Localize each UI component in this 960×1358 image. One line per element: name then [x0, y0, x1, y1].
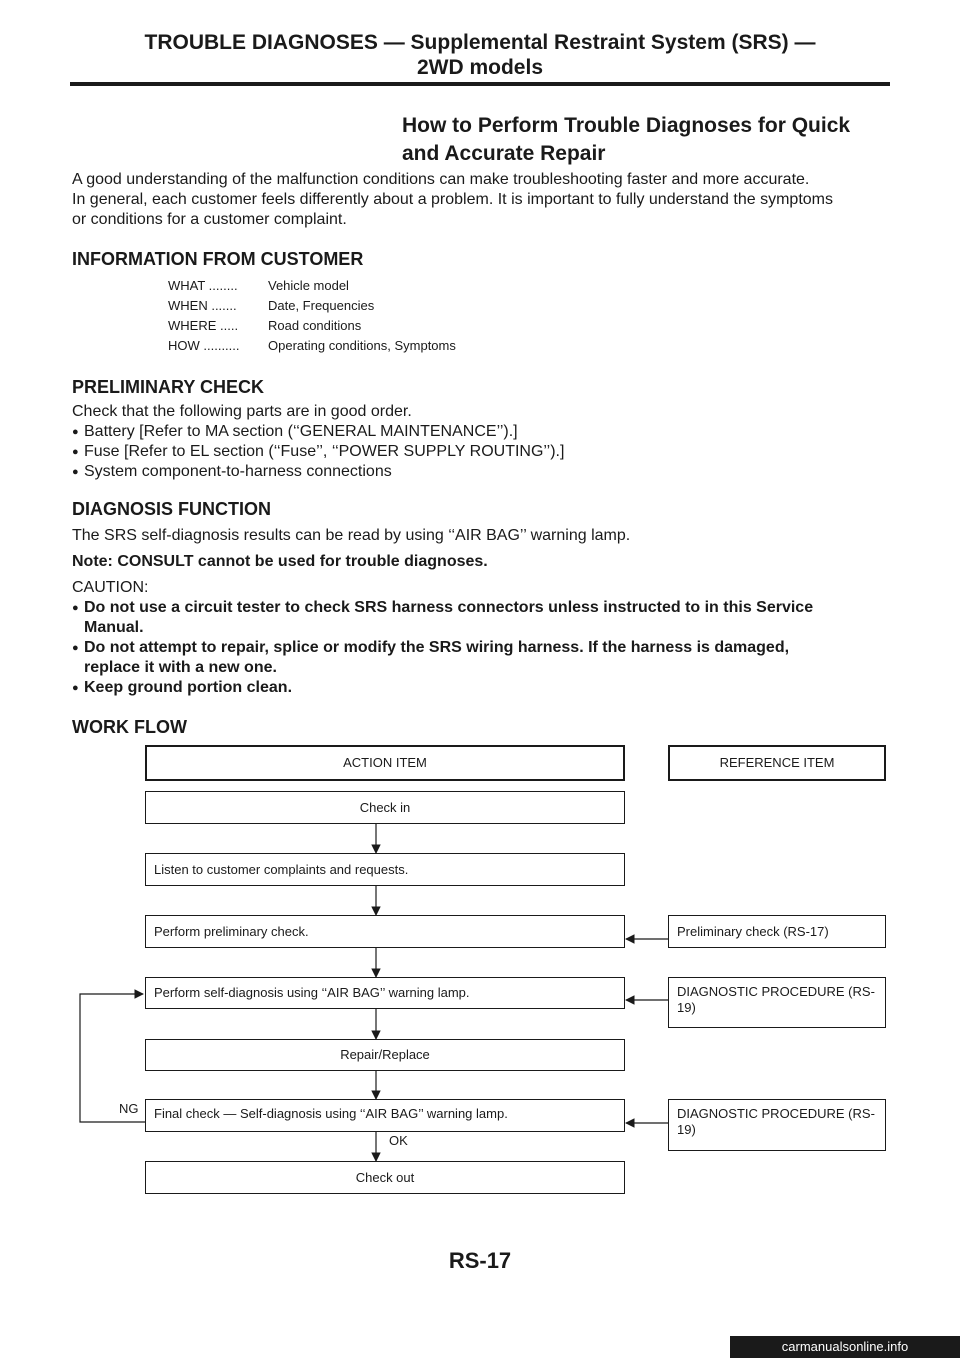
- intro-line: or conditions for a customer complaint.: [72, 211, 347, 228]
- info-key: WHAT ........: [168, 278, 238, 293]
- bullet-icon: ●: [72, 446, 79, 458]
- step-check-in: [145, 791, 625, 824]
- info-key: HOW ..........: [168, 338, 240, 353]
- caution-label: CAUTION:: [72, 579, 149, 596]
- step-label: Perform preliminary check.: [154, 924, 309, 939]
- info-key: WHERE .....: [168, 318, 239, 333]
- reference-preliminary-check: [668, 915, 886, 948]
- step-label: Listen to customer complaints and requests.: [154, 862, 409, 877]
- step-label: Perform self-diagnosis using ‘‘AIR BAG’’ warning lamp.: [154, 985, 470, 1000]
- info-customer-heading: INFORMATION FROM CUSTOMER: [72, 249, 364, 269]
- reference-label: DIAGNOSTIC PROCEDURE (RS-19): [677, 984, 875, 1015]
- bullet-icon: ●: [72, 642, 79, 654]
- info-key: WHEN .......: [168, 298, 237, 313]
- step-listen-to-customer: [145, 853, 625, 886]
- step-label: Check out: [355, 1170, 415, 1185]
- caution-line: Do not use a circuit tester to check SRS harness connectors unless instructed to in this Service: [84, 599, 814, 616]
- bullet-icon: ●: [72, 602, 79, 614]
- caution-text: Keep ground portion clean.: [84, 679, 293, 696]
- diagnosis-note: Note: CONSULT cannot be used for trouble diagnoses.: [72, 553, 488, 570]
- reference-diagnostic-procedure: [668, 977, 886, 1028]
- reference-item-header: [668, 745, 886, 781]
- info-value: Vehicle model: [268, 278, 349, 293]
- reference-item-header-label: REFERENCE ITEM: [719, 755, 835, 770]
- watermark: carmanualsonline.info: [730, 1336, 960, 1358]
- reference-diagnostic-procedure: [668, 1099, 886, 1151]
- step-label: Final check — Self-diagnosis using ‘‘AIR BAG’’ warning lamp.: [154, 1106, 508, 1121]
- caution-line: Do not attempt to repair, splice or modify the SRS wiring harness. If the harness is damaged,: [84, 639, 790, 656]
- intro-line: A good understanding of the malfunction conditions can make troubleshooting faster and more accurate.: [72, 171, 810, 188]
- ok-label: OK: [389, 1133, 408, 1148]
- info-value: Road conditions: [268, 318, 362, 333]
- caution-line: replace it with a new one.: [84, 659, 277, 676]
- intro-line: In general, each customer feels differently about a problem. It is important to fully understand the symptoms: [72, 191, 833, 208]
- step-preliminary-check: [145, 915, 625, 948]
- preliminary-heading: PRELIMINARY CHECK: [72, 377, 265, 397]
- section-title-line-1: How to Perform Trouble Diagnoses for Quick: [402, 114, 851, 137]
- step-self-diagnosis: [145, 977, 625, 1009]
- reference-label: DIAGNOSTIC PROCEDURE (RS-19): [677, 1106, 875, 1137]
- preliminary-intro: Check that the following parts are in good order.: [72, 403, 412, 420]
- action-item-header-label: ACTION ITEM: [343, 755, 427, 770]
- bullet-text: Fuse [Refer to EL section (‘‘Fuse’’, ‘‘POWER SUPPLY ROUTING’’).]: [84, 443, 565, 460]
- bullet-icon: ●: [72, 682, 79, 694]
- step-final-check: [145, 1099, 625, 1132]
- workflow-heading: WORK FLOW: [72, 717, 187, 737]
- bullet-icon: ●: [72, 426, 79, 438]
- info-value: Operating conditions, Symptoms: [268, 338, 456, 353]
- step-repair-replace: [145, 1039, 625, 1071]
- bullet-text: Battery [Refer to MA section (‘‘GENERAL MAINTENANCE’’).]: [84, 423, 518, 440]
- reference-label: Preliminary check (RS-17): [677, 924, 829, 939]
- page-number: RS-17: [448, 1248, 512, 1273]
- diagnosis-line: The SRS self-diagnosis results can be read by using ‘‘AIR BAG’’ warning lamp.: [72, 527, 631, 544]
- caution-line: Manual.: [84, 619, 144, 636]
- step-check-out: [145, 1161, 625, 1194]
- ng-label: NG: [119, 1101, 139, 1116]
- bullet-text: System component-to-harness connections: [84, 463, 392, 480]
- action-item-header: [145, 745, 625, 781]
- header-line-1: TROUBLE DIAGNOSES — Supplemental Restraint System (SRS) —: [144, 31, 816, 54]
- step-label: Check in: [359, 800, 411, 815]
- bullet-icon: ●: [72, 466, 79, 478]
- info-value: Date, Frequencies: [268, 298, 375, 313]
- step-label: Repair/Replace: [340, 1047, 430, 1062]
- diagnosis-heading: DIAGNOSIS FUNCTION: [72, 499, 272, 519]
- header-line-2: 2WD models: [416, 56, 544, 79]
- section-title-line-2: and Accurate Repair: [402, 142, 606, 165]
